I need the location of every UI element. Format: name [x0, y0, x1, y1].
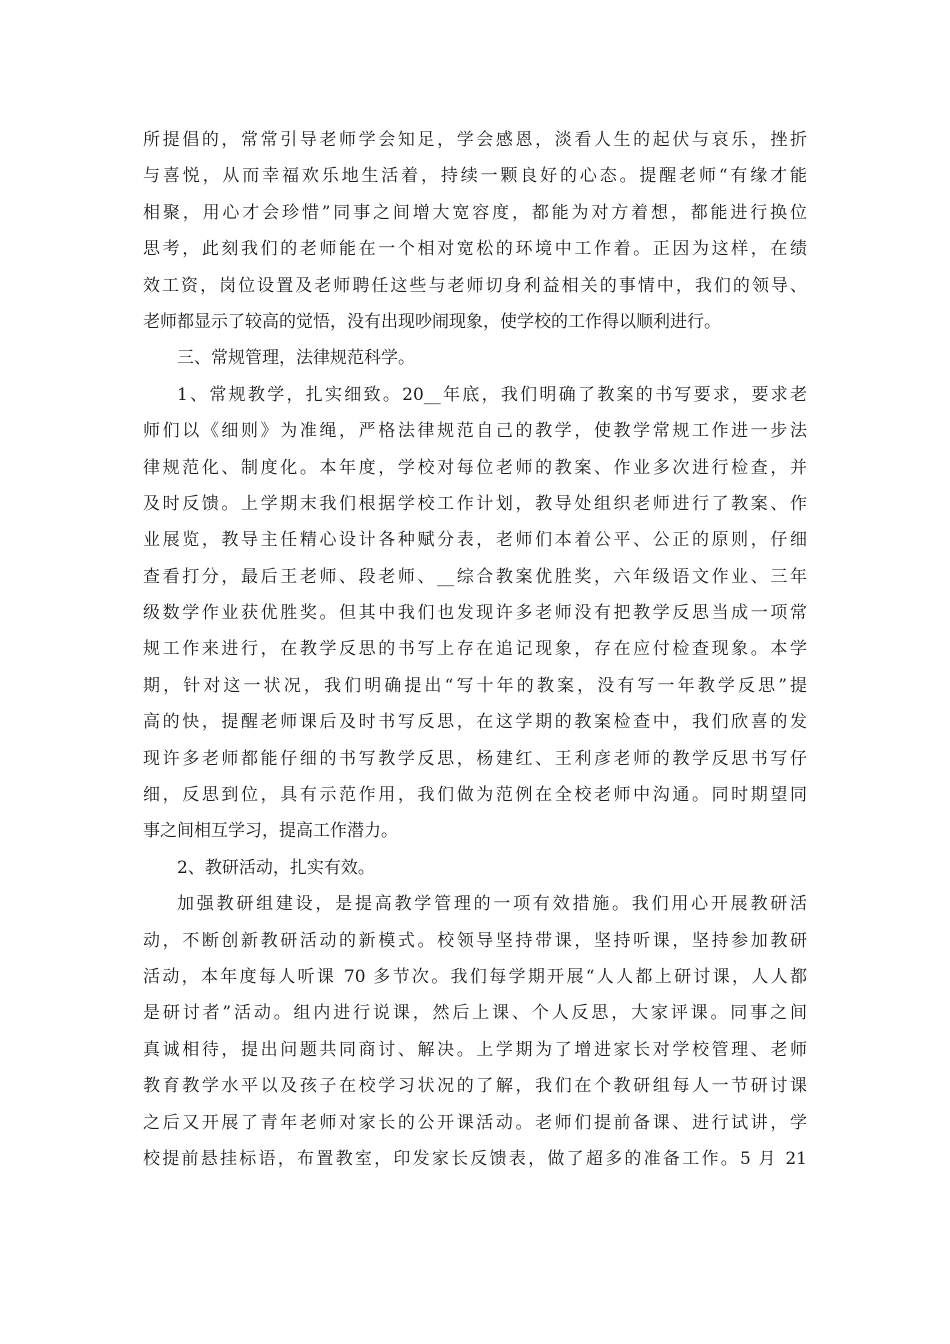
text-line: 活动，本年度每人听课 70 多节次。我们每学期开展“人人都上研讨课，人人都 [143, 966, 807, 987]
document-body [143, 122, 807, 1177]
text-line: 律规范化、制度化。本年度，学校对每位老师的教案、作业多次进行检查，并 [143, 457, 807, 478]
text-line: 业展览，教导主任精心设计各种赋分表，老师们本着公平、公正的原则，仔细 [143, 530, 807, 551]
text-line: 相聚，用心才会珍惜”同事之间增大宽容度，都能为对方着想，都能进行换位 [143, 202, 807, 223]
text-line: 级数学作业获优胜奖。但其中我们也发现许多老师没有把教学反思当成一项常 [143, 603, 807, 624]
text-line: 加强教研组建设，是提高教学管理的一项有效措施。我们用心开展教研活 [177, 894, 807, 915]
text-line: 细，反思到位，具有示范作用，我们做为范例在全校老师中沟通。同时期望同 [143, 785, 807, 806]
text-line: 高的快，提醒老师课后及时书写反思，在这学期的教案检查中，我们欣喜的发 [143, 712, 807, 733]
text-line: 所提倡的，常常引导老师学会知足，学会感恩，淡看人生的起伏与哀乐，挫折 [143, 130, 807, 150]
text-line: 与喜悦，从而幸福欢乐地生活着，持续一颗良好的心态。提醒老师“有缘才能 [143, 166, 807, 187]
text-line: 老师都显示了较高的觉悟，没有出现吵闹现象，使学校的工作得以顺利进行。 [143, 311, 721, 332]
text-line: 规工作来进行，在教学反思的书写上存在追记现象，存在应付检查现象。本学 [143, 639, 807, 660]
text-line: 现许多老师都能仔细的书写教学反思，杨建红、王利彦老师的教学反思书写仔 [143, 748, 807, 769]
text-line: 教育教学水平以及孩子在校学习状况的了解，我们在个教研组每人一节研讨课 [143, 1076, 807, 1097]
text-line: 之后又开展了青年老师对家长的公开课活动。老师们提前备课、进行试讲，学 [143, 1112, 807, 1133]
text-line: 期，针对这一状况，我们明确提出“写十年的教案，没有写一年教学反思”提 [143, 675, 807, 696]
text-line: 思考，此刻我们的老师能在一个相对宽松的环境中工作着。正因为这样，在绩 [143, 239, 807, 260]
text-line: 查看打分，最后王老师、段老师、__综合教案优胜奖，六年级语文作业、三年 [143, 566, 807, 587]
text-line: 效工资，岗位设置及老师聘任这些与老师切身利益相关的事情中，我们的领导、 [143, 275, 807, 296]
text-line: 真诚相待，提出问题共同商讨、解决。上学期为了增进家长对学校管理、老师 [143, 1039, 807, 1060]
text-line: 1、常规教学，扎实细致。20__年底，我们明确了教案的书写要求，要求老 [177, 384, 807, 405]
text-line: 事之间相互学习，提高工作潜力。 [143, 821, 398, 842]
text-line: 三、常规管理，法律规范科学。 [177, 348, 415, 369]
text-line: 动，不断创新教研活动的新模式。校领导坚持带课，坚持听课，坚持参加教研 [143, 930, 807, 951]
text-line: 及时反馈。上学期末我们根据学校工作计划，教导处组织老师进行了教案、作 [143, 493, 807, 514]
text-line: 2、教研活动，扎实有效。 [177, 857, 375, 878]
text-line: 是研讨者”活动。组内进行说课，然后上课、个人反思，大家评课。同事之间 [143, 1003, 807, 1024]
text-line: 校提前悬挂标语，布置教室，印发家长反馈表，做了超多的准备工作。5 月 21 [143, 1148, 807, 1169]
text-line: 师们以《细则》为准绳，严格法律规范自己的教学，使教学常规工作进一步法 [143, 421, 807, 442]
